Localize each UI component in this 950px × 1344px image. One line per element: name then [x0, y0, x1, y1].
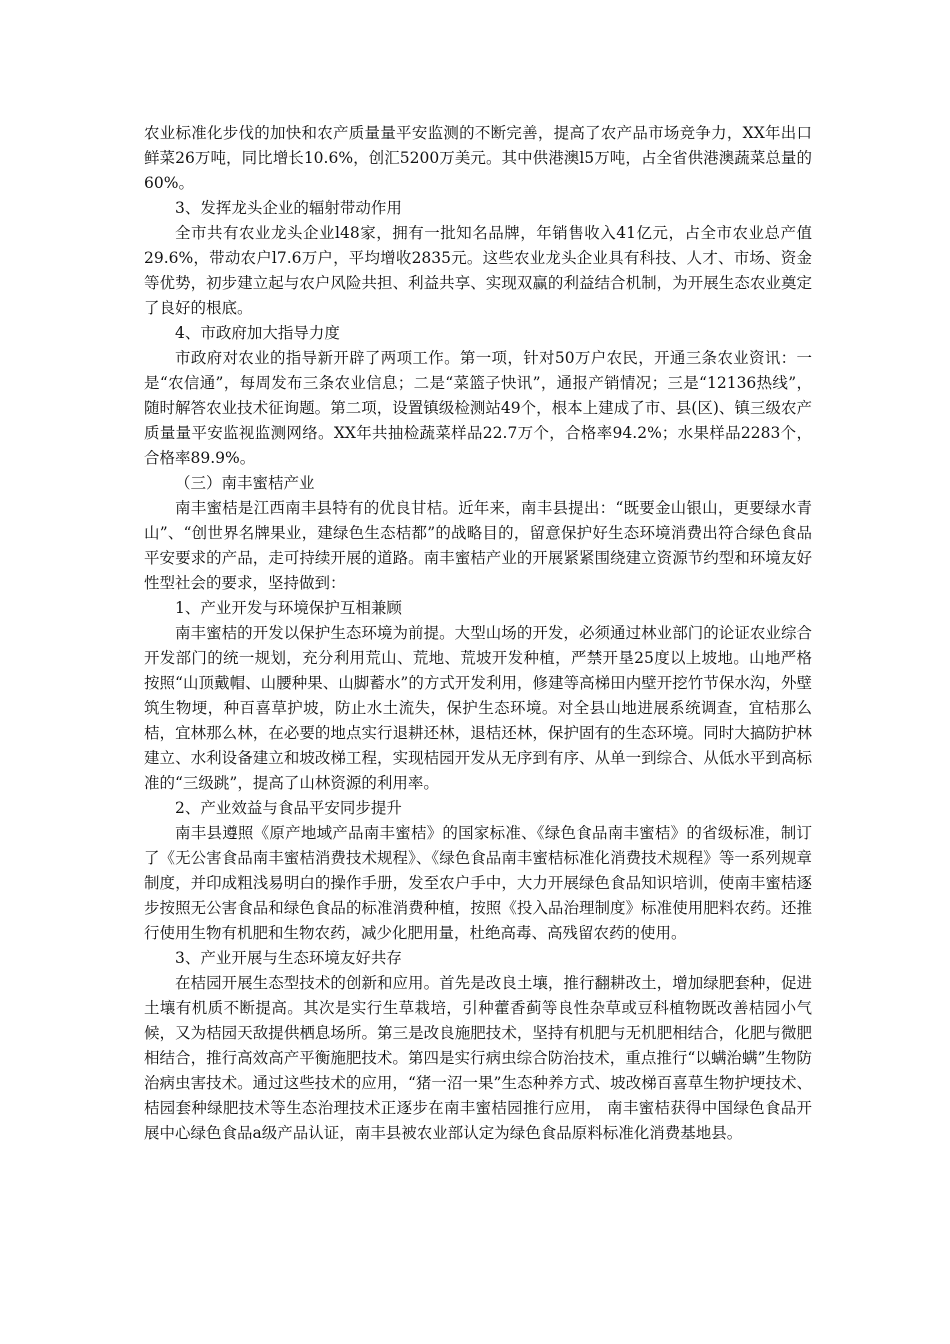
paragraph-development-protection: 南丰蜜桔的开发以保护生态环境为前提。大型山场的开发，必须通过林业部门的论证农业综合开发部门的统一规划，充分利用荒山、荒地、荒坡开发种植，严禁开垦25度以上坡地。山地严格按照“山顶戴帽、山腰种果、山脚蓄水”的方式开发利用，修建等高梯田内壁开挖竹节保水沟，外壁筑生物埂，种百喜草护坡，防止水土流失，保护生态环境。对全县山地进展系统调查，宜桔那么桔，宜林那么林，在必要的地点实行退耕还林，退桔还林，保护固有的生态环境。同时大搞防护林建立、水利设备建立和坡改梯工程，实现桔园开发从无序到有序、从单一到综合、从低水平到高标准的“三级跳”，提高了山林资源的利用率。 — [144, 624, 812, 792]
paragraph-export-results: 农业标准化步伐的加快和农产质量量平安监测的不断完善，提高了农产品市场竞争力，XX年出口鲜菜26万吨，同比增长10.6%，创汇5200万美元。其中供港澳l5万吨，占全省供港澳蔬菜总量的60%。 — [144, 124, 812, 192]
section-heading-development-protection: 1、产业开发与环境保护互相兼顾 — [175, 599, 402, 617]
section-heading-food-safety: 2、产业效益与食品平安同步提升 — [175, 799, 402, 817]
paragraph-government-guidance: 市政府对农业的指导新开辟了两项工作。第一项，针对50万户农民，开通三条农业资讯：一是“农信通”，每周发布三条农业信息；二是“菜篮子快讯”，通报产销情况；三是“12136热线”，随时解答农业技术征询题。第二项，设置镇级检测站49个，根本上建成了市、县(区)、镇三级农产质量量平安监视监测网络。XX年共抽检蔬菜样品22.7万个，合格率94.2%；水果样品2283个，合格率89.9%。 — [144, 349, 812, 467]
paragraph-eco-friendly: 在桔园开展生态型技术的创新和应用。首先是改良土壤，推行翻耕改土，增加绿肥套种，促进土壤有机质不断提高。其次是实行生草栽培，引种藿香蓟等良性杂草或豆科植物既改善桔园小气候，又为桔园天敌提供栖息场所。第三是改良施肥技术，坚持有机肥与无机肥相结合，化肥与微肥相结合，推行高效高产平衡施肥技术。第四是实行病虫综合防治技术，重点推行“以螨治螨”生物防治病虫害技术。通过这些技术的应用，“猪一沼一果”生态种养方式、坡改梯百喜草生物护埂技术、桔园套种绿肥技术等生态治理技术正逐步在南丰蜜桔园推行应用， 南丰蜜桔获得中国绿色食品开展中心绿色食品a级产品认证，南丰县被农业部认定为绿色食品原料标准化消费基地县。 — [144, 974, 812, 1142]
section-heading-eco-friendly: 3、产业开展与生态环境友好共存 — [175, 949, 402, 967]
paragraph-leading-enterprises: 全市共有农业龙头企业l48家，拥有一批知名品牌，年销售收入41亿元，占全市农业总产值29.6%，带动农户l7.6万户，平均增收2835元。这些农业龙头企业具有科技、人才、市场、资金等优势，初步建立起与农户风险共担、利益共享、实现双赢的利益结合机制，为开展生态农业奠定了良好的根底。 — [144, 224, 812, 317]
section-heading-government-guidance: 4、市政府加大指导力度 — [175, 324, 340, 342]
paragraph-nanfeng-intro: 南丰蜜桔是江西南丰县特有的优良甘桔。近年来，南丰县提出：“既要金山银山，更要绿水青山”、“创世界名牌果业，建绿色生态桔都”的战略目的，留意保护好生态环境消费出符合绿色食品平安要求的产品，走可持续开展的道路。南丰蜜桔产业的开展紧紧围绕建立资源节约型和环境友好性型社会的要求，坚持做到： — [144, 499, 812, 592]
section-heading-leading-enterprises: 3、发挥龙头企业的辐射带动作用 — [175, 199, 402, 217]
document-page — [144, 121, 812, 1146]
paragraph-food-safety: 南丰县遵照《原产地域产品南丰蜜桔》的国家标准、《绿色食品南丰蜜桔》的省级标准，制订了《无公害食品南丰蜜桔消费技术规程》、《绿色食品南丰蜜桔标准化消费技术规程》等一系列规章制度，并印成粗浅易明白的操作手册，发至农户手中，大力开展绿色食品知识培训，使南丰蜜桔逐步按照无公害食品和绿色食品的标准消费种植，按照《投入品治理制度》标准使用肥料农药。还推行使用生物有机肥和生物农药，减少化肥用量，杜绝高毒、高残留农药的使用。 — [144, 824, 812, 942]
section-heading-nanfeng-orange: （三）南丰蜜桔产业 — [175, 474, 315, 492]
